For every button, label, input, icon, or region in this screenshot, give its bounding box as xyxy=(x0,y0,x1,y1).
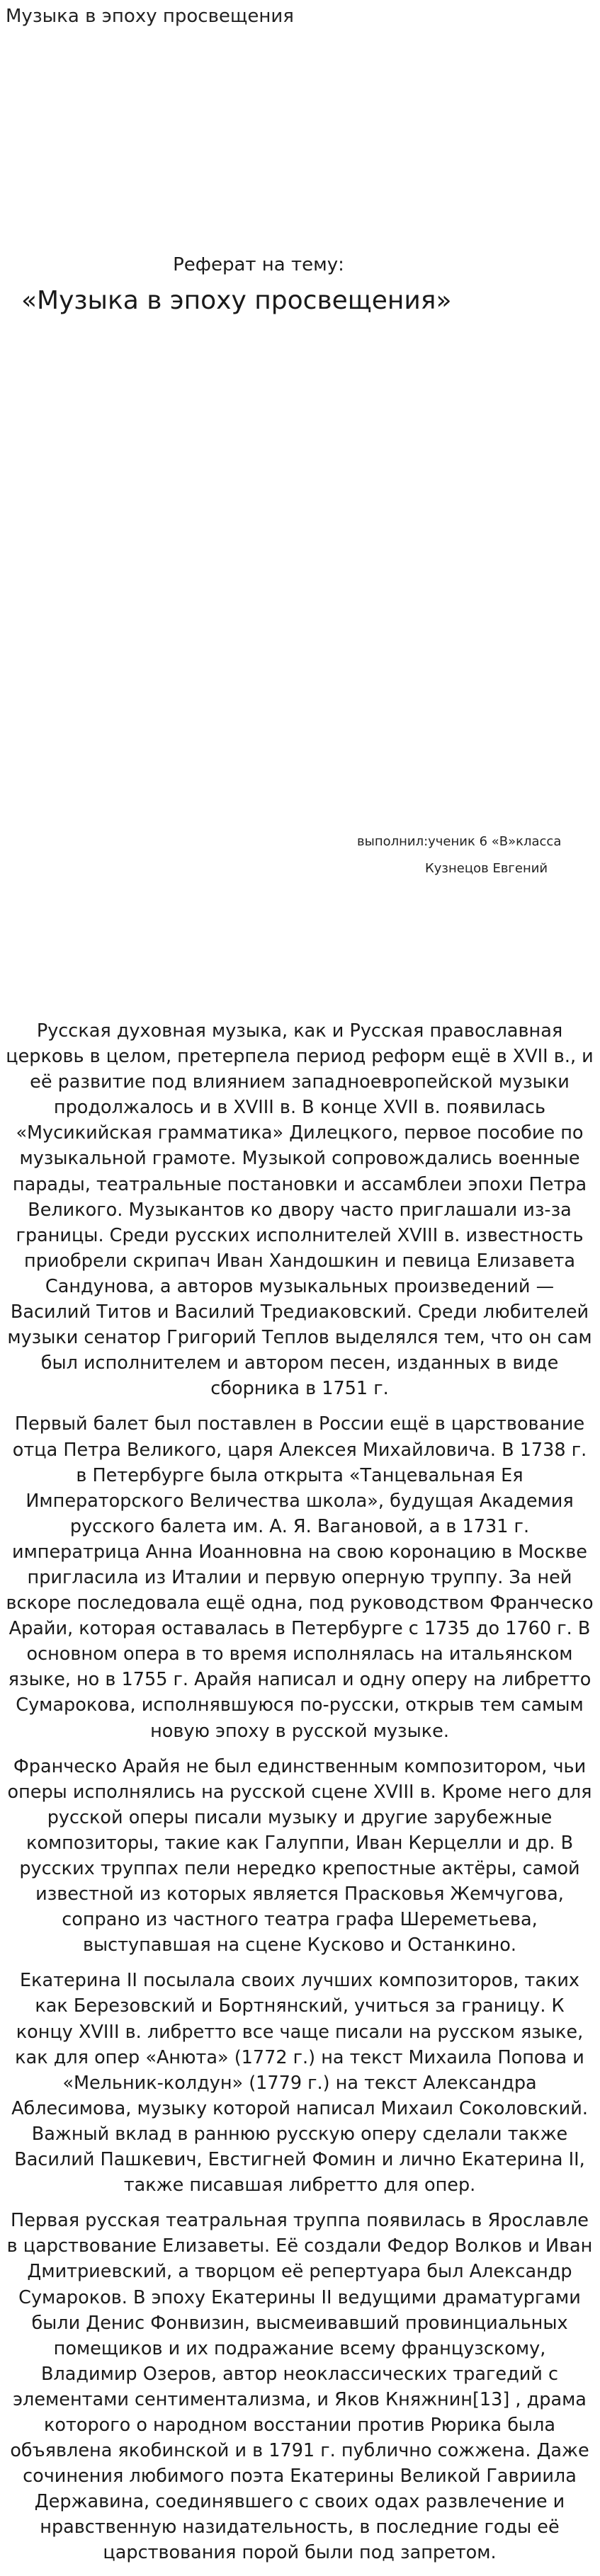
body-paragraph: Русская духовная музыка, как и Русская православная церковь в целом, претерпела период реформ ещё в XVII в., и её развитие под влиянием западноевропейской музыки продолжалось и в XVIII в. В конце XVII в. появилась «Мусикийская грамматика» Дилецкого, первое пособие по музыкальной грамоте. Музыкой сопровождались военные парады, театральные постановки и ассамблеи эпохи Петра Великого. Музыкантов ко двору часто приглашали из-за границы. Среди русских исполнителей XVIII в. известность приобрели скрипач Иван Хандошкин и певица Елизавета Сандунова, а авторов музыкальных произведений — Василий Титов и Василий Тредиаковский. Среди любителей музыки сенатор Григорий Теплов выделялся тем, что он сам был исполнителем и автором песен, изданных в виде сборника в 1751 г. xyxy=(6,1020,594,1400)
essay-subject-label: Реферат на тему: xyxy=(173,254,344,275)
document-header-title: Музыка в эпоху просвещения xyxy=(6,6,294,27)
body-paragraph: Екатерина II посылала своих лучших композиторов, таких как Березовский и Бортнянский, учиться за границу. К концу XVIII в. либретто все чаще писали на русском языке, как для опер «Анюта» (1772 г.) на текст Михаила Попова и «Мельник-колдун» (1779 г.) на текст Александра Аблесимова, музыку которой написал Михаил Соколовский. Важный вклад в раннюю русскую оперу сделали также Василий Пашкевич, Евстигней Фомин и лично Екатерина II, также писавшая либретто для опер. xyxy=(11,1970,588,2196)
author-line: выполнил:ученик 6 «В»класса xyxy=(357,834,562,849)
body-paragraph: Первая русская театральная труппа появилась в Ярославле в царствование Елизаветы. Её создали Федор Волков и Иван Дмитриевский, а творцом её репертуара был Александр Сумароков. В эпоху Екатерины II ведущими драматургами были Денис Фонвизин, высмеивавший провинциальных помещиков и их подражание всему французскому, Владимир Озеров, автор неоклассических трагедий с элементами сентиментализма, и Яков Княжнин[13] , драма которого о народном восстании против Рюрика была объявлена якобинской и в 1791 г. публично сожжена. Даже сочинения любимого поэта Екатерины Великой Гавриила Державина, соединявшего с своих одах развлечение и нравственную назидательность, в последние годы её царствования порой были под запретом. xyxy=(6,2210,593,2564)
essay-body xyxy=(6,1018,594,2576)
author-name: Кузнецов Евгений xyxy=(425,861,548,876)
body-paragraph: Франческо Арайя не был единственным композитором, чьи оперы исполнялись на русской сцене XVIII в. Кроме него для русской оперы писали музыку и другие зарубежные композиторы, такие как Галуппи, Иван Керцелли и др. В русских труппах пели нередко крепостные актёры, самой известной из которых является Прасковья Жемчугова, сопрано из частного театра графа Шереметьева, выступавшая на сцене Кусково и Останкино. xyxy=(7,1755,592,1956)
essay-title: «Музыка в эпоху просвещения» xyxy=(21,286,452,315)
body-paragraph: Первый балет был поставлен в России ещё в царствование отца Петра Великого, царя Алексея Михайловича. В 1738 г. в Петербурге была открыта «Танцевальная Ея Императорского Величества школа», будущая Академия русского балета им. А. Я. Вагановой, а в 1731 г. императрица Анна Иоанновна на свою коронацию в Москве пригласила из Италии и первую оперную труппу. За ней вскоре последовала ещё одна, под руководством Франческо Арайи, которая оставалась в Петербурге с 1735 до 1760 г. В основном опера в то время исполнялась на итальянском языке, но в 1755 г. Арайя написал и одну оперу на либретто Сумарокова, исполнявшуюся по-русски, открыв тем самым новую эпоху в русской музыке. xyxy=(6,1413,594,1742)
